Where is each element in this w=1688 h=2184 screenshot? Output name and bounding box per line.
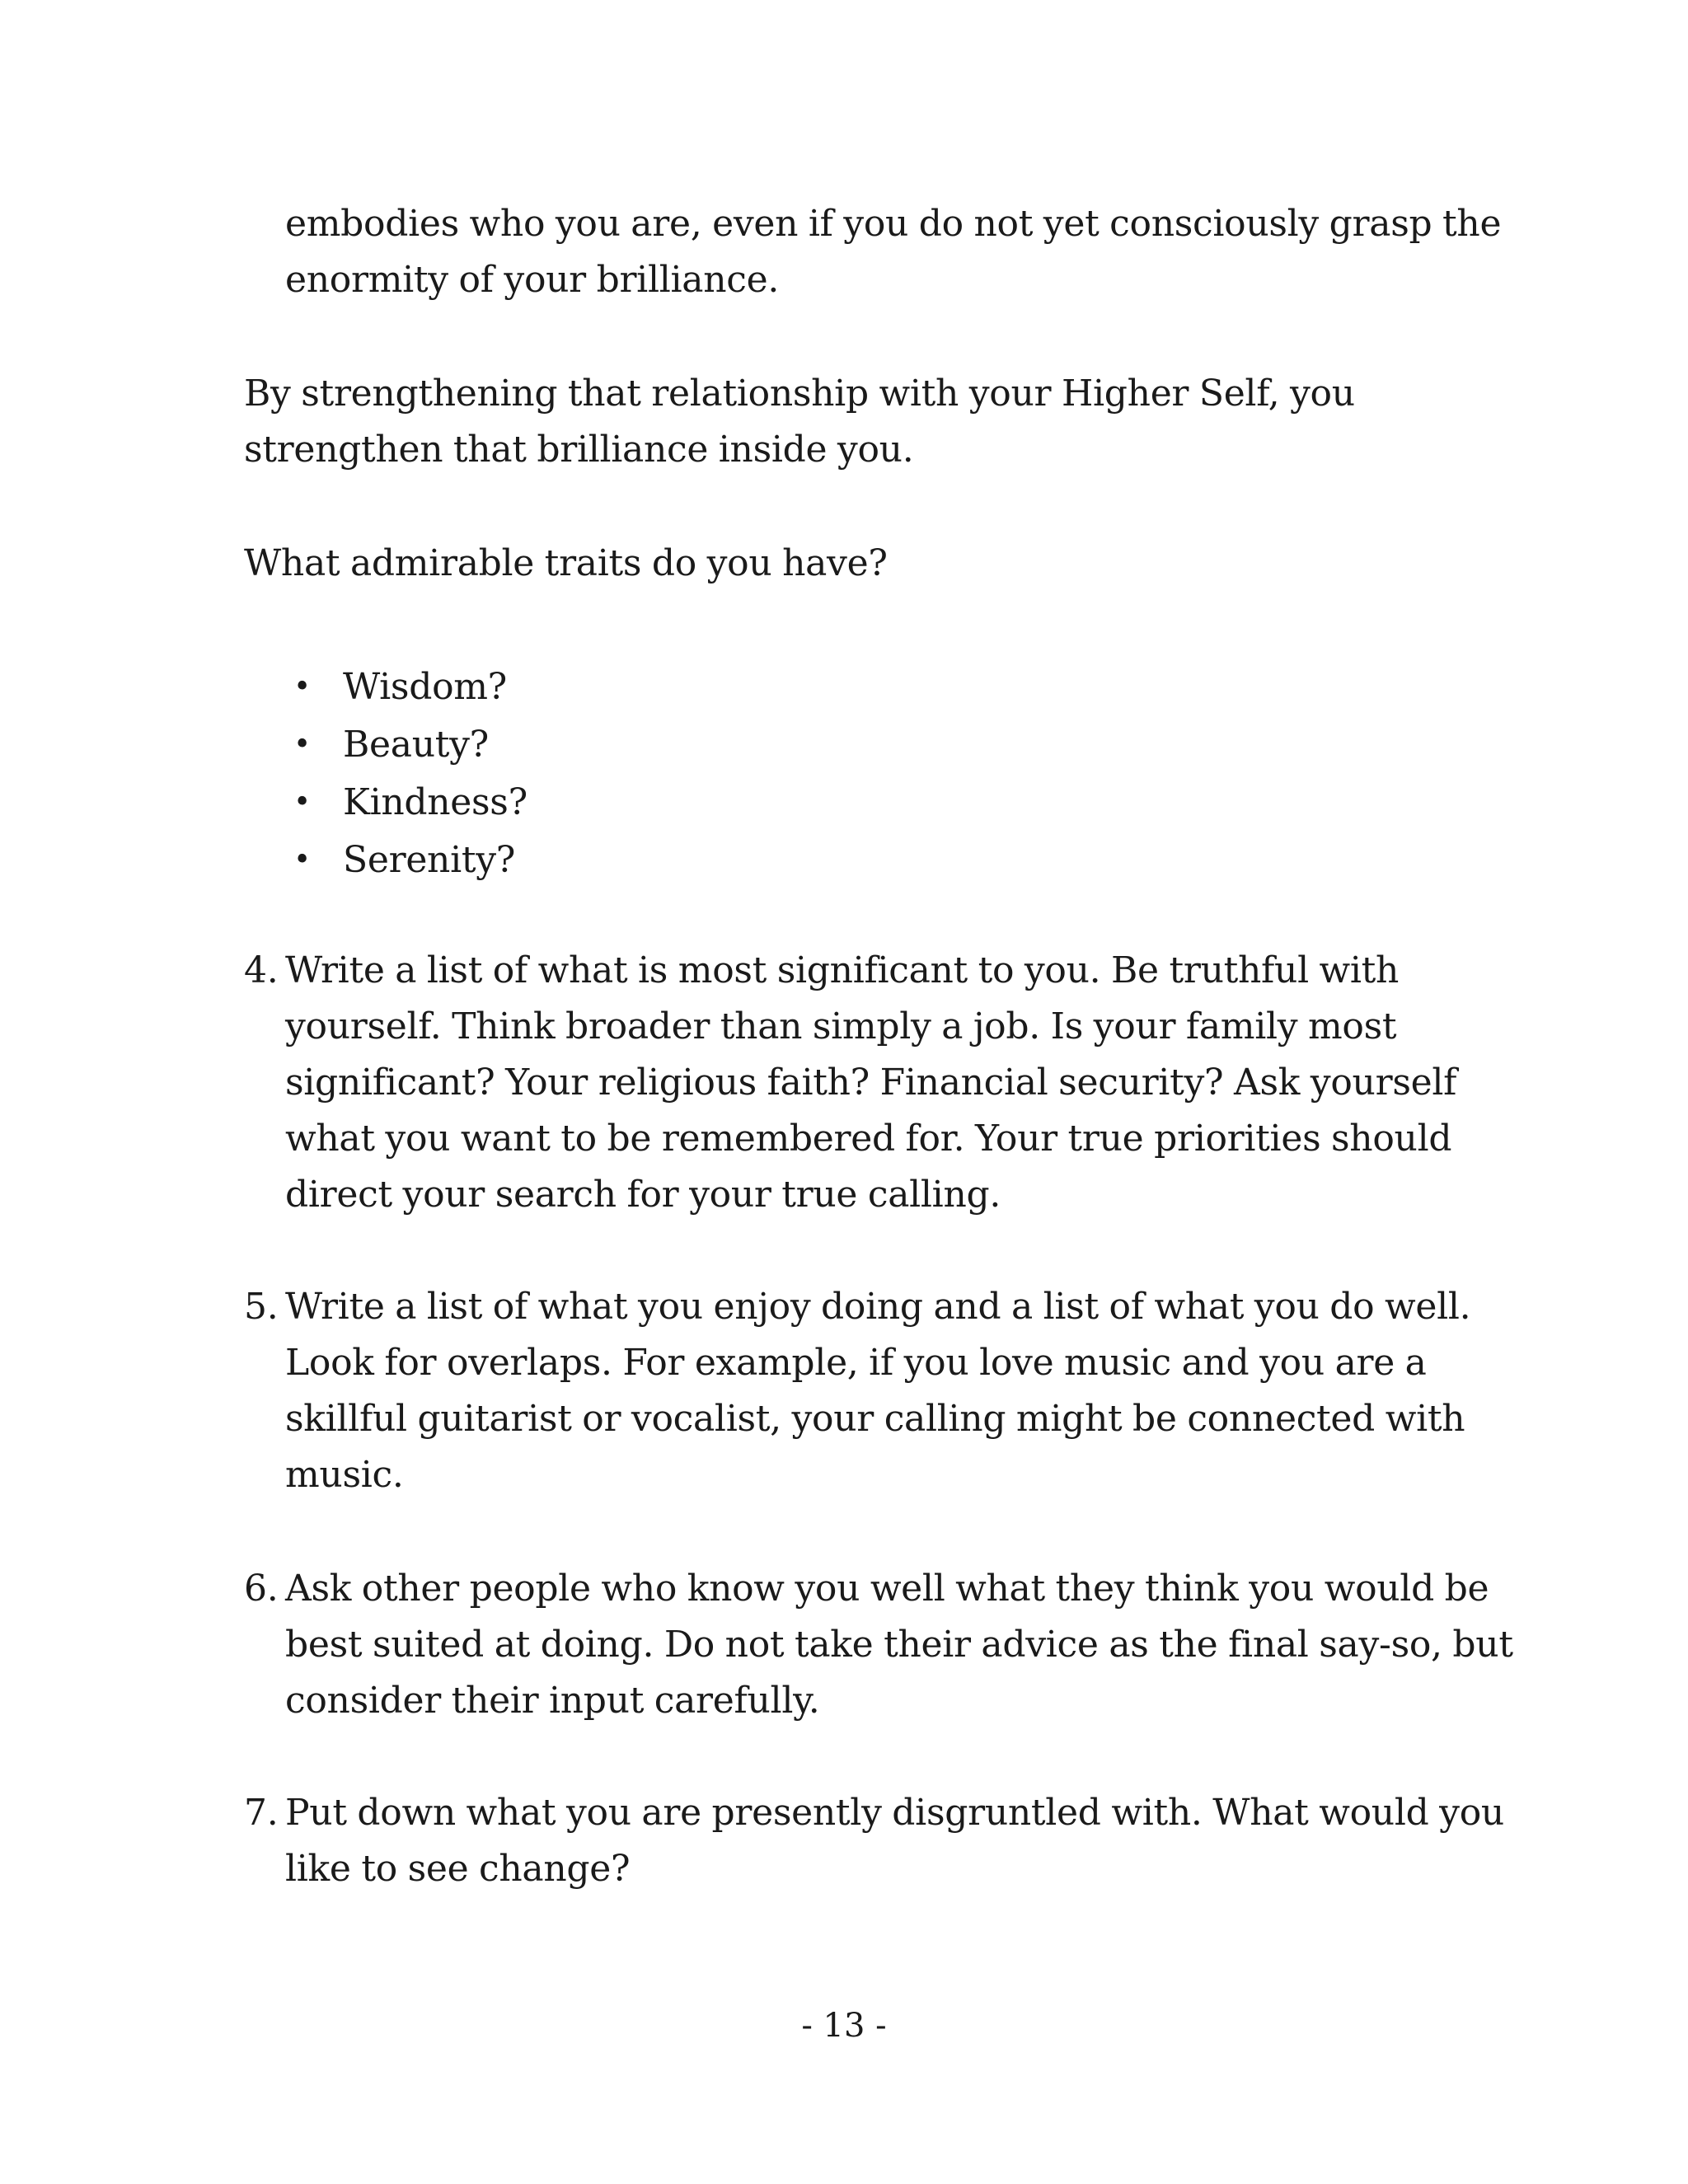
trait-label: Wisdom?: [343, 666, 507, 708]
paragraph-higher-self: By strengthening that relationship with your Higher Self, you strengthen that brilliance inside you.: [244, 373, 1355, 471]
trait-label: Serenity?: [343, 839, 516, 881]
item-text: Ask other people who know you well what they think you would be best suited at doing. Do not take their advice as the final say-so, but consider their input carefully.: [285, 1568, 1513, 1722]
item-number: 4.: [244, 949, 279, 991]
continuation-paragraph: embodies who you are, even if you do not yet consciously grasp the enormity of your brilliance.: [285, 203, 1502, 301]
bullet-icon: •: [293, 670, 311, 704]
bullet-icon: •: [293, 728, 311, 762]
traits-list: [288, 659, 948, 890]
numbered-item-7: [244, 1785, 1530, 1897]
page-number: - 13 -: [801, 2007, 887, 2045]
numbered-item-4: [244, 943, 1530, 1223]
numbered-item-5: [244, 1279, 1530, 1503]
bullet-icon: •: [293, 843, 311, 877]
item-text: Write a list of what you enjoy doing and a list of what you do well. Look for overlaps. For example, if you love music and you are a skillful guitarist or vocalist, your calling might be connected with music.: [285, 1286, 1471, 1496]
list-item: [288, 775, 948, 832]
list-item: [288, 717, 948, 775]
numbered-item-6: [244, 1561, 1530, 1729]
item-text: Put down what you are presently disgruntled with. What would you like to see change?: [285, 1792, 1504, 1890]
item-number: 7.: [244, 1792, 279, 1834]
item-number: 6.: [244, 1568, 279, 1610]
trait-label: Kindness?: [343, 781, 528, 823]
item-text: Write a list of what is most significant to you. Be truthful with yourself. Think broader than simply a job. Is your family most significant? Your religious faith? Financial security? Ask yourself what you want to be remembered for. Your true priorities should direct your search for your true calling.: [285, 949, 1457, 1216]
paragraph-admirable-traits: What admirable traits do you have?: [244, 542, 888, 584]
bullet-icon: •: [293, 785, 311, 819]
list-item: [288, 659, 948, 717]
item-number: 5.: [244, 1286, 279, 1328]
list-item: [288, 832, 948, 890]
trait-label: Beauty?: [343, 724, 489, 766]
